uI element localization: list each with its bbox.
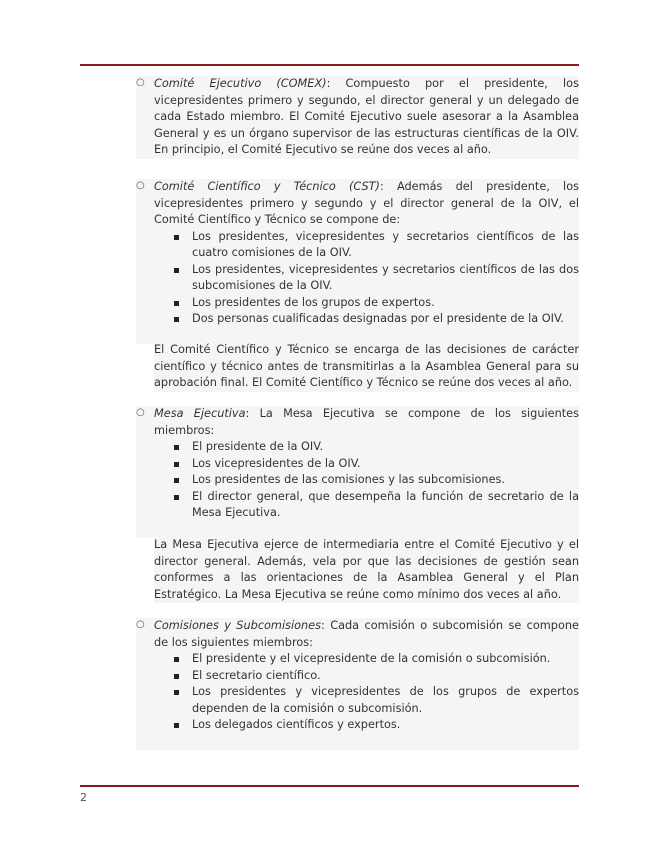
item-paragraph xyxy=(154,618,579,651)
sub-list xyxy=(174,651,579,734)
item-text: : La Mesa Ejecutiva se compone de los siguientes miembros: xyxy=(154,407,579,437)
item-paragraph xyxy=(154,406,579,439)
sub-list-item: Los presidentes, vicepresidentes y secretarios científicos de las cuatro comisiones de la OIV. xyxy=(174,229,579,262)
header-rule xyxy=(80,64,579,66)
item-text: : Cada comisión o subcomisión se compone de los siguientes miembros: xyxy=(154,619,579,649)
sub-list-item: Los vicepresidentes de la OIV. xyxy=(174,456,579,473)
footer-rule xyxy=(80,785,579,787)
circle-bullet-icon: ○ xyxy=(136,619,145,630)
sub-list-item: Los presidentes, vicepresidentes y secretarios científicos de las dos subcomisiones de la OIV. xyxy=(174,262,579,295)
sub-list-item: El presidente de la OIV. xyxy=(174,439,579,456)
sub-list-item: El secretario científico. xyxy=(174,668,579,685)
item-term: Comisiones y Subcomisiones xyxy=(154,619,322,632)
item-paragraph xyxy=(154,179,579,229)
note-mesa: La Mesa Ejecutiva ejerce de intermediaria entre el Comité Ejecutivo y el director general. Además, vela por que las decisiones de gestión sean conformes a las orientaciones de la Asamblea General y el Plan Estratégico. La Mesa Ejecutiva se reúne como mínimo dos veces al año. xyxy=(154,537,579,603)
circle-bullet-icon: ○ xyxy=(136,180,145,191)
item-text: : Compuesto por el presidente, los vicepresidentes primero y segundo, el director general y un delegado de cada Estado miembro. El Comité Ejecutivo suele asesorar a la Asamblea General y es un órgano supervisor de las estructuras científicas de la OIV. En principio, el Comité Ejecutivo se reúne dos veces al año. xyxy=(154,77,579,156)
item-term: Comité Científico y Técnico (CST) xyxy=(154,180,380,193)
sub-list-item: Los presidentes de los grupos de expertos. xyxy=(174,295,579,312)
item-term: Mesa Ejecutiva xyxy=(154,407,246,420)
item-text: : Además del presidente, los vicepresidentes primero y segundo y el director general de la OIV, el Comité Científico y Técnico se compone de: xyxy=(154,180,579,226)
sub-list-item: Los delegados científicos y expertos. xyxy=(174,717,579,734)
list-item-mesa xyxy=(136,406,579,538)
sub-list xyxy=(174,439,579,522)
sub-list-item: El director general, que desempeña la función de secretario de la Mesa Ejecutiva. xyxy=(174,489,579,522)
list-item-comisiones xyxy=(136,618,579,750)
circle-bullet-icon: ○ xyxy=(136,407,145,418)
circle-bullet-icon: ○ xyxy=(136,77,145,88)
list-item-cst xyxy=(136,179,579,344)
list-item-comex xyxy=(136,76,579,159)
sub-list-item: Dos personas cualificadas designadas por el presidente de la OIV. xyxy=(174,311,579,328)
item-paragraph xyxy=(154,76,579,159)
item-term: Comité Ejecutivo (COMEX) xyxy=(154,77,327,90)
sub-list-item: Los presidentes y vicepresidentes de los grupos de expertos dependen de la comisión o subcomisión. xyxy=(174,684,579,717)
note-cst: El Comité Científico y Técnico se encarga de las decisiones de carácter científico y técnico antes de transmitirlas a la Asamblea General para su aprobación final. El Comité Científico y Técnico se reúne dos veces al año. xyxy=(154,342,579,392)
sub-list-item: Los presidentes de las comisiones y las subcomisiones. xyxy=(174,472,579,489)
sub-list-item: El presidente y el vicepresidente de la comisión o subcomisión. xyxy=(174,651,579,668)
sub-list xyxy=(174,229,579,328)
page-number: 2 xyxy=(80,791,87,804)
